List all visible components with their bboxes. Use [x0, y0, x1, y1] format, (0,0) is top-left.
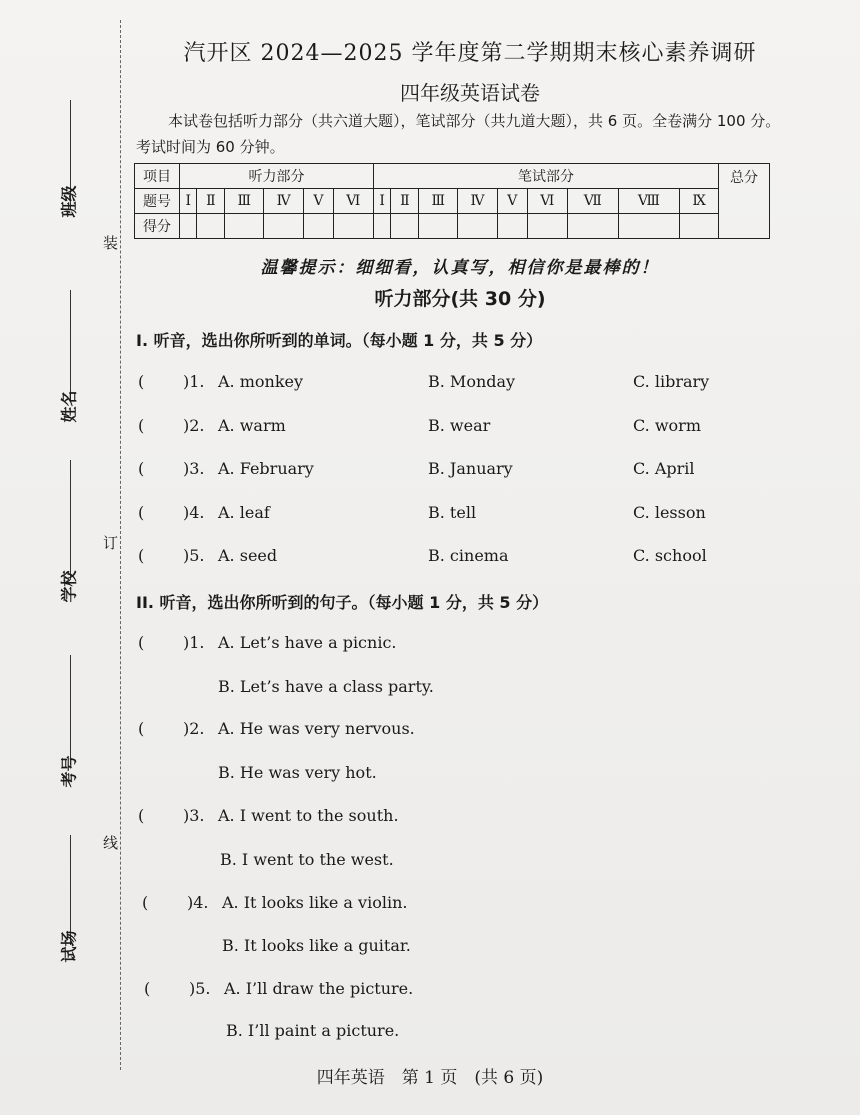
- listening-num-5: Ⅴ: [304, 189, 334, 214]
- answer-paren-open[interactable]: (: [144, 979, 151, 998]
- question-number: )1.: [183, 633, 205, 652]
- sentence-option-a: A. I’ll draw the picture.: [224, 979, 414, 998]
- sentence-option-b: B. I went to the west.: [220, 850, 394, 869]
- score-cell[interactable]: [419, 214, 458, 239]
- score-cell[interactable]: [567, 214, 618, 239]
- writing-num-8: Ⅷ: [618, 189, 679, 214]
- score-cell[interactable]: [498, 214, 528, 239]
- tip-text: 温馨提示：细细看，认真写，相信你是最棒的！: [260, 258, 660, 278]
- answer-paren-open[interactable]: (: [138, 372, 145, 391]
- option-a: A. seed: [218, 546, 278, 565]
- answer-paren-open[interactable]: (: [138, 719, 145, 738]
- score-cell[interactable]: [197, 214, 225, 239]
- question-number: )4.: [183, 503, 205, 522]
- question-number: )1.: [183, 372, 205, 391]
- question-number: )2.: [183, 416, 205, 435]
- option-b: B. wear: [428, 416, 491, 435]
- exam-title: 汽开区 2024—2025 学年度第二学期期末核心素养调研: [183, 41, 757, 66]
- exam-number-label: 考号: [59, 755, 79, 788]
- option-c: C. lesson: [633, 503, 706, 522]
- answer-paren-open[interactable]: (: [138, 459, 145, 478]
- binding-margin: [0, 0, 130, 1115]
- score-cell[interactable]: [333, 214, 373, 239]
- class-label: 班级: [59, 185, 79, 218]
- exam-room-blank-line[interactable]: [70, 835, 71, 945]
- question-number: )5.: [183, 546, 205, 565]
- exam-intro: 本试卷包括听力部分（共六道大题），笔试部分（共九道大题），共 6 页。全卷满分 100 分。考试时间为 60 分钟。: [136, 112, 781, 156]
- sentence-option-a: A. It looks like a violin.: [222, 893, 408, 912]
- option-b: B. cinema: [428, 546, 509, 565]
- listening-num-1: Ⅰ: [180, 189, 197, 214]
- option-a: A. leaf: [218, 503, 270, 522]
- option-b: B. January: [428, 459, 513, 478]
- listening-part-title: 听力部分(共 30 分): [374, 288, 546, 310]
- exam-room-label: 试场: [59, 930, 79, 963]
- page-footer: 四年英语 第 1 页 (共 6 页): [316, 1068, 544, 1088]
- question-number: )3.: [183, 806, 205, 825]
- option-c: C. school: [633, 546, 707, 565]
- writing-num-5: Ⅴ: [498, 189, 528, 214]
- school-label: 学校: [59, 570, 79, 603]
- option-b: B. Monday: [428, 372, 516, 391]
- score-table-header-score: 得分: [135, 214, 180, 239]
- name-blank-line[interactable]: [70, 290, 71, 400]
- school-blank-line[interactable]: [70, 460, 71, 580]
- score-cell[interactable]: [225, 214, 264, 239]
- score-cell[interactable]: [618, 214, 679, 239]
- score-table-row-numbers: [135, 189, 770, 214]
- listening-num-6: Ⅵ: [333, 189, 373, 214]
- option-a: A. monkey: [218, 372, 304, 391]
- score-cell[interactable]: [304, 214, 334, 239]
- option-c: C. April: [633, 459, 695, 478]
- option-b: B. tell: [428, 503, 477, 522]
- writing-num-9: Ⅸ: [680, 189, 719, 214]
- listening-num-3: Ⅲ: [225, 189, 264, 214]
- writing-num-2: Ⅱ: [391, 189, 419, 214]
- score-table-header-item: 项目: [135, 164, 180, 189]
- binding-mark-xian: 线: [103, 834, 119, 852]
- score-table-listening-header: 听力部分: [180, 164, 374, 189]
- listening-num-2: Ⅱ: [197, 189, 225, 214]
- option-c: C. library: [633, 372, 710, 391]
- sentence-option-a: A. Let’s have a picnic.: [218, 633, 397, 652]
- score-cell[interactable]: [180, 214, 197, 239]
- writing-num-6: Ⅵ: [527, 189, 567, 214]
- sentence-option-b: B. I’ll paint a picture.: [226, 1021, 400, 1040]
- sentence-option-a: A. I went to the south.: [218, 806, 399, 825]
- answer-paren-open[interactable]: (: [138, 416, 145, 435]
- score-table-total-header: 总分: [719, 164, 770, 239]
- writing-num-1: Ⅰ: [373, 189, 390, 214]
- score-cell[interactable]: [680, 214, 719, 239]
- option-a: A. warm: [218, 416, 286, 435]
- binding-dashed-line: [120, 20, 121, 1070]
- listening-num-4: Ⅳ: [264, 189, 304, 214]
- score-cell[interactable]: [373, 214, 390, 239]
- answer-paren-open[interactable]: (: [138, 806, 145, 825]
- binding-mark-ding: 订: [103, 534, 119, 552]
- section2-title: II. 听音，选出你所听到的句子。（每小题 1 分，共 5 分）: [136, 593, 549, 612]
- score-table-row-items: [135, 164, 770, 189]
- exam-number-blank-line[interactable]: [70, 655, 71, 765]
- score-cell[interactable]: [264, 214, 304, 239]
- sentence-option-b: B. It looks like a guitar.: [222, 936, 411, 955]
- question-number: )4.: [187, 893, 209, 912]
- answer-paren-open[interactable]: (: [138, 633, 145, 652]
- answer-paren-open[interactable]: (: [138, 503, 145, 522]
- writing-num-4: Ⅳ: [458, 189, 498, 214]
- sentence-option-b: B. Let’s have a class party.: [218, 677, 434, 696]
- option-a: A. February: [218, 459, 314, 478]
- answer-paren-open[interactable]: (: [138, 546, 145, 565]
- section1-title: I. 听音，选出你所听到的单词。（每小题 1 分，共 5 分）: [136, 331, 543, 350]
- question-number: )3.: [183, 459, 205, 478]
- name-label: 姓名: [59, 390, 79, 423]
- option-c: C. worm: [633, 416, 701, 435]
- writing-num-7: Ⅶ: [567, 189, 618, 214]
- question-number: )5.: [189, 979, 211, 998]
- score-table-header-number: 题号: [135, 189, 180, 214]
- score-cell[interactable]: [527, 214, 567, 239]
- answer-paren-open[interactable]: (: [142, 893, 149, 912]
- sentence-option-b: B. He was very hot.: [218, 763, 377, 782]
- score-cell[interactable]: [391, 214, 419, 239]
- score-cell[interactable]: [458, 214, 498, 239]
- sentence-option-a: A. He was very nervous.: [218, 719, 415, 738]
- binding-mark-zhuang: 装: [103, 234, 119, 252]
- score-table-writing-header: 笔试部分: [373, 164, 718, 189]
- score-table-row-scores: [135, 214, 770, 239]
- score-table: [134, 163, 770, 239]
- writing-num-3: Ⅲ: [419, 189, 458, 214]
- exam-subtitle: 四年级英语试卷: [400, 81, 540, 105]
- question-number: )2.: [183, 719, 205, 738]
